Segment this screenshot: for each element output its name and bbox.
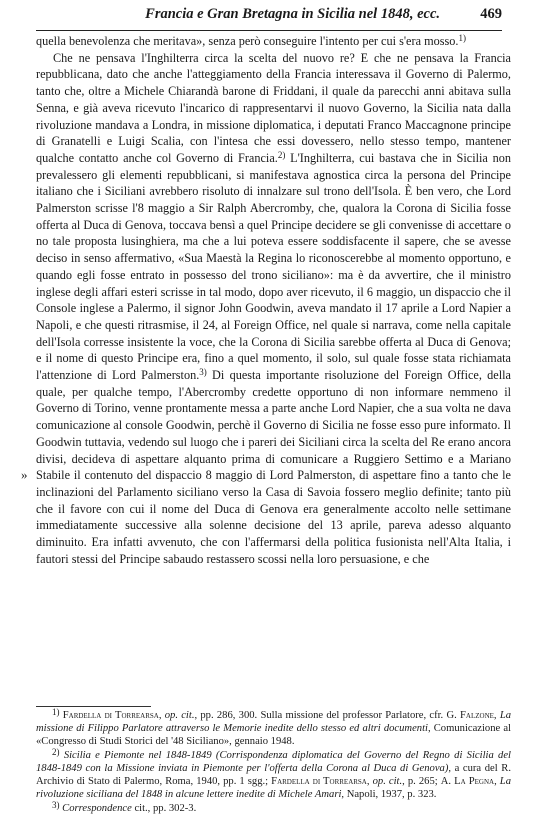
paragraph — [36, 33, 511, 50]
footnotes — [36, 709, 511, 815]
italic-text: op. cit. — [164, 710, 195, 721]
footnote-reference: 1) — [458, 33, 466, 43]
author-name: A. La Pegna — [440, 775, 495, 787]
italic-text: Correspondence — [62, 802, 132, 814]
author-name: Fardella di Torrearsa — [271, 775, 367, 787]
italic-text: La rivoluzione siciliana del 1848 in alcune lettere inedite di Michele Amari — [36, 775, 511, 801]
text-run: , — [158, 710, 165, 721]
footnote-number: 3) — [52, 799, 60, 810]
author-name: G. Falzone — [446, 710, 494, 721]
text-run: , Napoli, 1937, p. 323. — [341, 789, 437, 801]
text-run: L'Inghilterra, cui bastava che in Sicilia non prevalessero gli elementi repubblicani, si manifestava agnostica circa la persona del Principe italiano che i Siciliani avrebbero risoluto di innalzare sul trono dell'Isola. È ben vero, che Lord Palmerston scrisse l'8 maggio a Sir Ralph Abercromby, che, qualora la Corona di Sicilia fosse offerta al Duca di Genova, toccava bensì a quel Principe decidere se gli convenisse di accettare o no tale proposta lusinghiera, ma che a lui poteva essere soddisfacente il sapere, che se avesse deciso in senso affermativo, «Sua Maestà la Regina lo riconoscerebbe al momento opportuno, e quando egli fosse entrato in possesso del trono siciliano»: ma è da avvertire, che il ministro inglese degli affari esteri scrisse in tal modo, dopo aver ricevuto, il 6 maggio, un dispaccio che il Console inglese a Palermo, il signor John Goodwin, aveva mandato il 17 aprile a Lord Napier a Napoli, e che questi ritrasmise, il 24, al Foreign Office, nel quale si narrava, come nella capitale dell'Isola corresse insistente la voce, che la Corona di Sicilia sarebbe offerta al Duca di Genova; e il nome di questo Principe era, fino a quel momento, il solo, sul quale fosse stata richiamata l'attenzione di Lord Palmerston. — [36, 150, 511, 383]
footnote — [36, 746, 511, 801]
footnote — [36, 799, 511, 815]
running-header — [36, 4, 502, 28]
text-run: , Comunicazione al «Congresso di Studi Storici del '48 Siciliano», gennaio 1948. — [36, 723, 511, 748]
footnote-reference: 3) — [199, 367, 207, 378]
italic-text: op. cit. — [372, 775, 403, 787]
footnote-number: 2) — [52, 746, 60, 757]
header-rule — [36, 30, 502, 31]
text-run: , a cura del R. Archivio di Stato di Palermo, Roma, 1940, pp. 1 sgg.; — [36, 762, 511, 787]
footnote — [36, 709, 511, 748]
page-number: 469 — [480, 6, 502, 22]
running-title: Francia e Gran Bretagna in Sicilia nel 1848, ecc. — [145, 6, 440, 22]
footnote-number: 1) — [52, 707, 60, 717]
text-run: , — [494, 775, 500, 787]
text-run: quella benevolenza che meritava», senza però conseguire l'intento per cui s'era mosso. — [36, 34, 459, 48]
margin-mark: » — [21, 467, 27, 482]
text-run: , pp. 286, 300. Sulla missione del professor Parlatore, cfr. — [194, 710, 447, 721]
text-run: Che ne pensava l'Inghilterra circa la scelta del nuovo re? E che ne pensava la Francia repubblicana, dato che anche l'atteggiamento della Francia interessava il Governo di Palermo, tanto che, oltre a Michele Chiarandà barone di Friddani, il quale da parecchi anni abitava sulla Senna, e già aveva ricevuto l'incarico di rappresentarvi il nuovo Governo, la Sicilia nata dalla rivoluzione mandava a Londra, in missione diplomatica, i deputati Franco Maccagnone principe di Granatelli e Luigi Scalia, con l'intesa che essi dovessero, nello stesso tempo, mantener qualche contatto anche col Governo di Francia. — [36, 50, 511, 165]
italic-text: La missione di Filippo Parlatore attraverso le Memorie inedite dello stesso ed altri documenti — [36, 710, 512, 735]
text-run: , — [366, 775, 373, 787]
paragraph — [36, 50, 511, 568]
body-text — [36, 33, 511, 568]
text-run: , p. 265; — [402, 775, 441, 787]
text-run: cit., pp. 302-3. — [131, 802, 197, 814]
footnote-reference: 2) — [277, 149, 286, 160]
italic-text: Sicilia e Piemonte nel 1848-1849 (Corrispondenza diplomatica del Governo del Regno di Sicilia del 1848-1849 con la Missione inviata in Piemonte per l'offerta della Corona al Duca di Genova) — [36, 749, 511, 774]
text-run: Di questa importante risoluzione del Foreign Office, della quale, per qualche tempo, l'Abercromby credette opportuno di non informare nemmeno il Governo di Torino, venne prontamente messa a parte anche Lord Napier, che a sua volta ne dava comunicazione al console Goodwin, perchè il Governo di Sicilia ne fosse esso pure informato. Il Goodwin tuttavia, vedendo sul luogo che i pareri dei Siciliani circa la scelta del Re erano ancora divisi, decideva di aspettare alquanto prima di comunicare a Ruggiero Settimo e a Mariano Stabile il contenuto del dispaccio 8 maggio di Lord Palmerston, di aspettare fino a tanto che le inclinazioni del Parlamento siciliano verso la Casa di Savoia fossero meglio definite; tanto più che il favore con cui il nome del Duca di Genova era generalmente accolto nelle settimane immediatamente successive alla solenne decisione del 13 aprile, pareva adesso alquanto diminuito. Era infatti avvenuto, che con l'affermarsi della politica fusionista nell'Alta Italia, i fautori stessi del Principe sabaudo restassero scossi nella loro persuasione, e che — [36, 368, 511, 566]
author-name: Fardella di Torrearsa — [62, 710, 159, 721]
text-run: , — [493, 710, 500, 721]
